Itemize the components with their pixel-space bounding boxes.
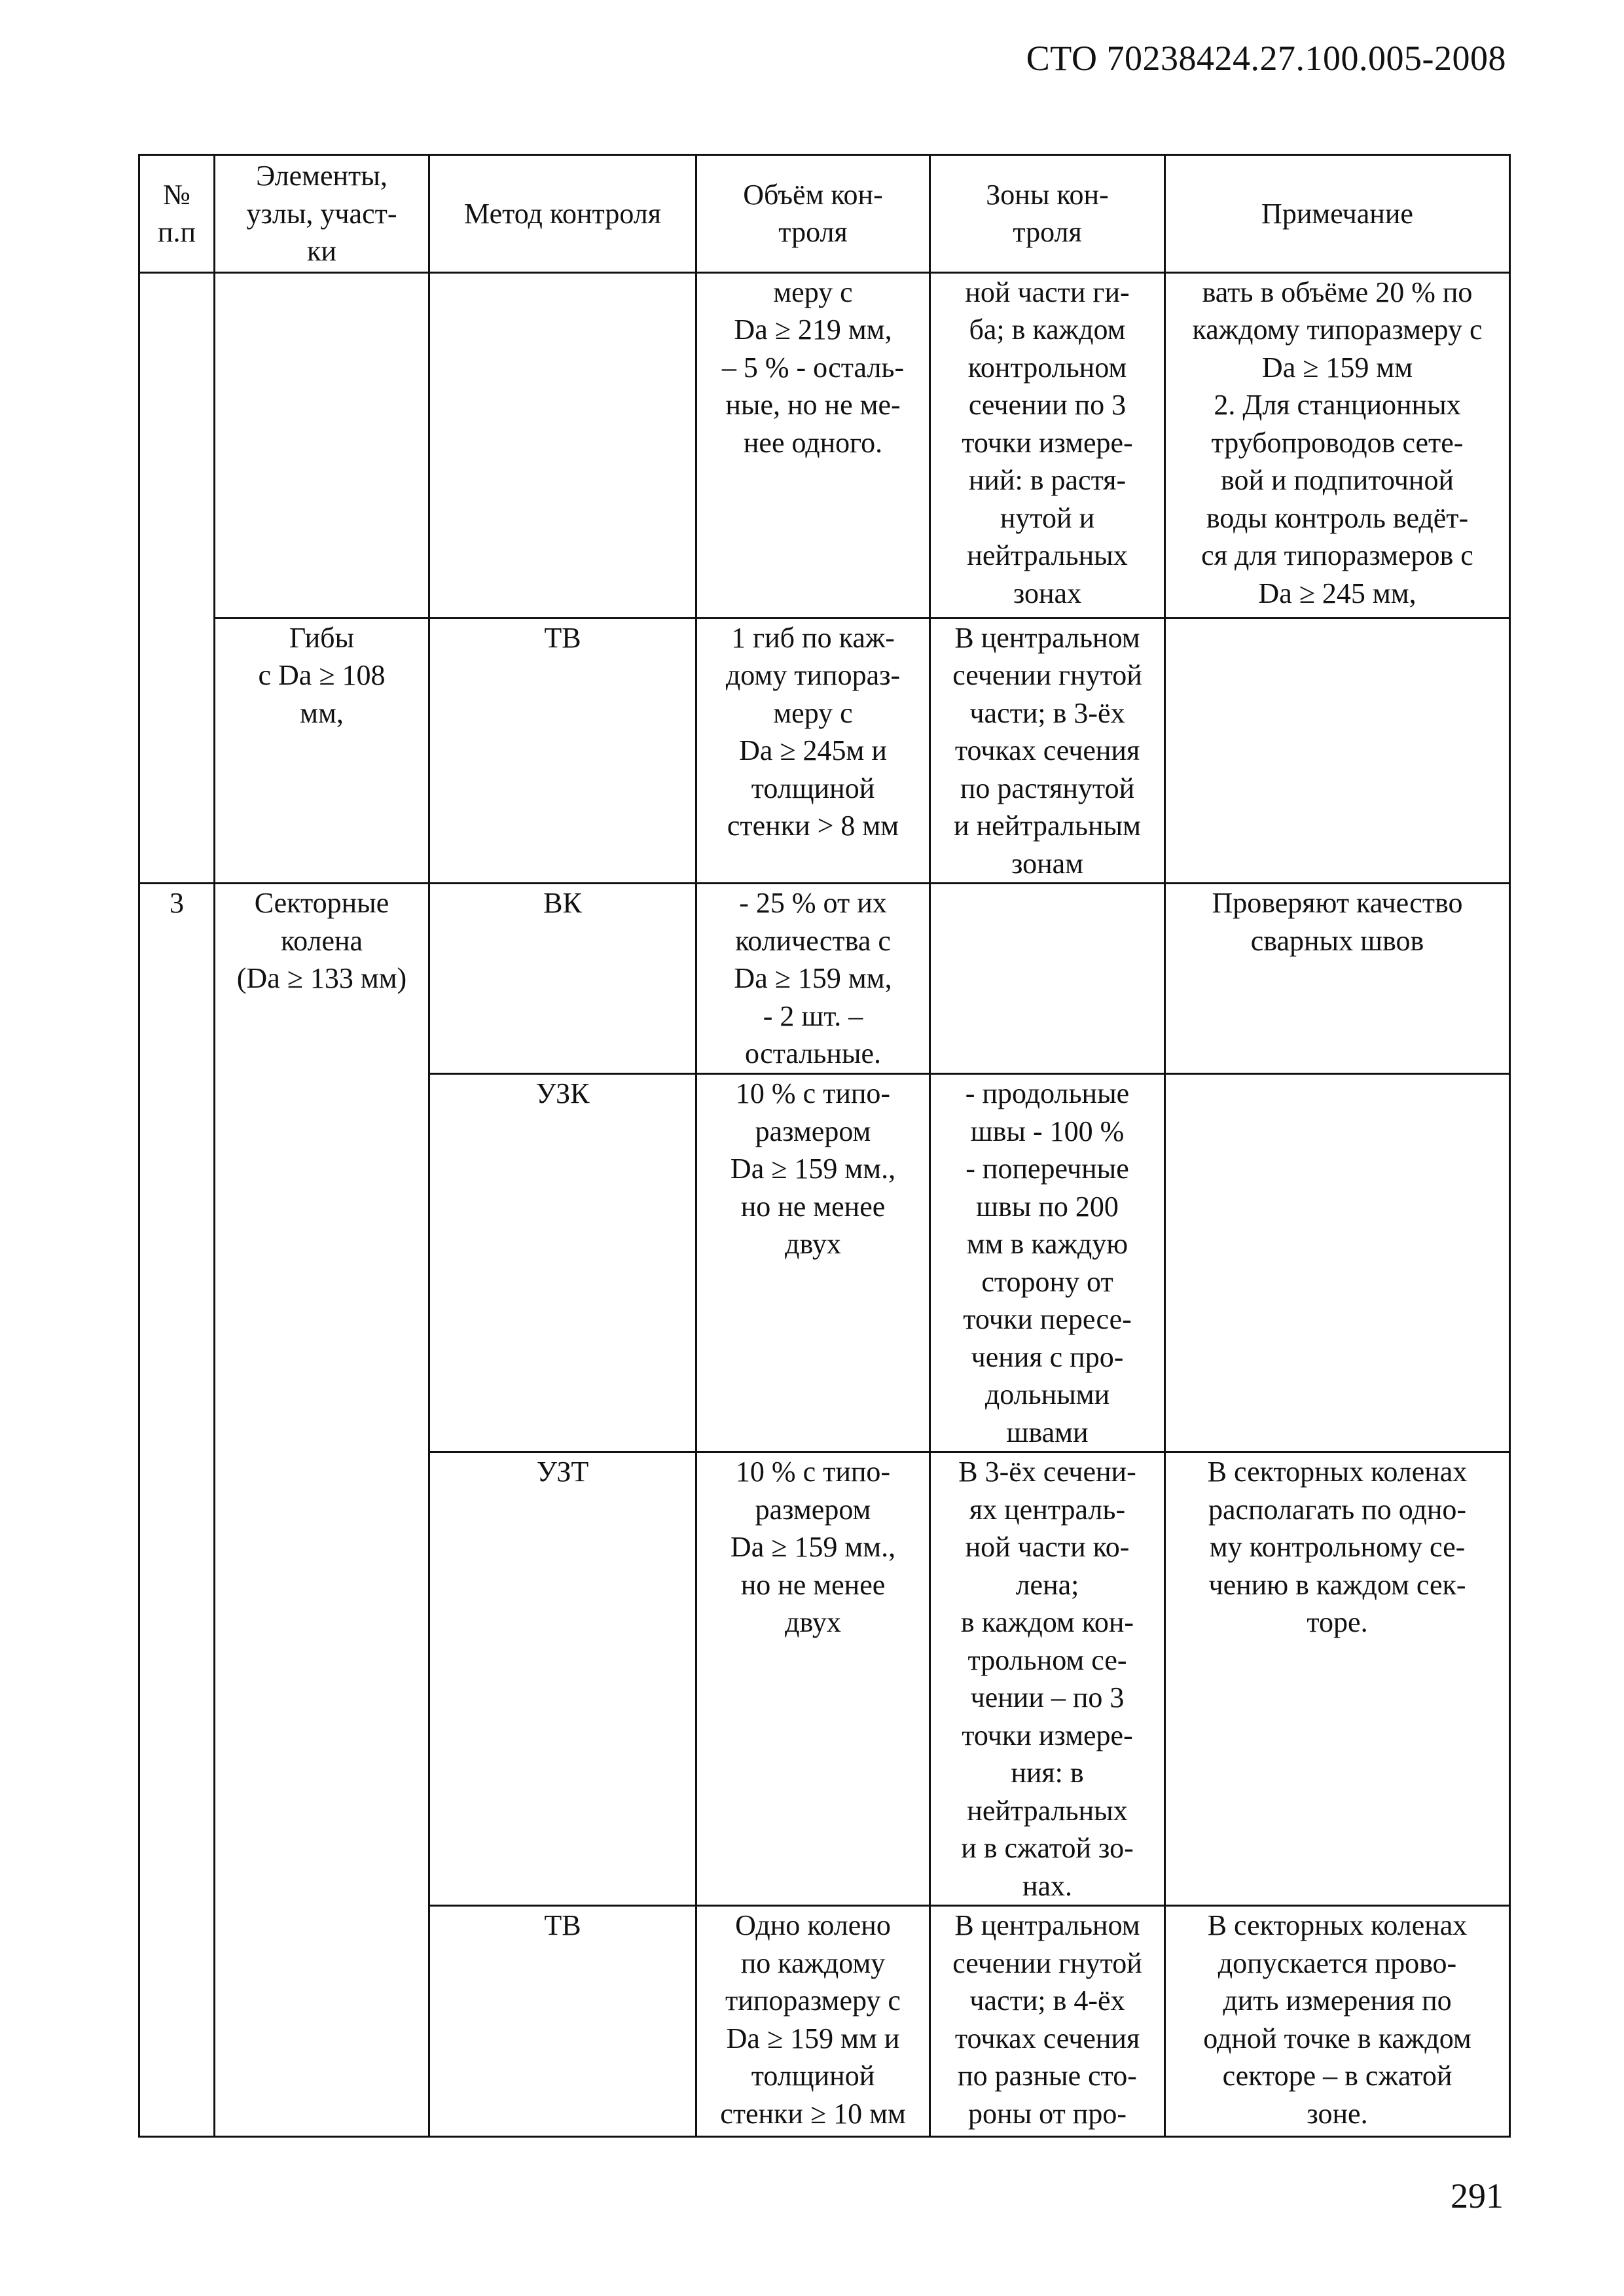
row-number-cell: 3 <box>139 884 215 2137</box>
method-cell <box>429 272 696 618</box>
method-cell: УЗТ <box>429 1452 696 1906</box>
zones-cell: - продольные швы - 100 % - поперечные швы по 200 мм в каждую сторону от точки пересе- чения с про- дольными швами <box>930 1074 1165 1452</box>
method-cell: ТВ <box>429 618 696 884</box>
volume-cell: Одно колено по каждому типоразмеру с Da ≥ 159 мм и толщиной стенки ≥ 10 мм <box>696 1906 930 2137</box>
column-header-number: № п.п <box>139 155 215 273</box>
volume-cell: 10 % с типо- размером Da ≥ 159 мм., но не менее двух <box>696 1452 930 1906</box>
element-cell: Гибы с Da ≥ 108 мм, <box>215 618 429 884</box>
note-cell: Проверяют качество сварных швов <box>1165 884 1510 1074</box>
table-row <box>139 272 1510 618</box>
table-header-row <box>139 155 1510 273</box>
element-cell <box>215 272 429 618</box>
method-cell: ВК <box>429 884 696 1074</box>
volume-cell: меру с Da ≥ 219 мм, – 5 % - осталь- ные, но не ме- нее одного. <box>696 272 930 618</box>
row-number-cell <box>139 272 215 884</box>
element-cell: Секторные колена (Da ≥ 133 мм) <box>215 884 429 2137</box>
column-header-method: Метод контроля <box>429 155 696 273</box>
page-number: 291 <box>1451 2176 1504 2215</box>
note-cell <box>1165 1074 1510 1452</box>
zones-cell: В центральном сечении гнутой части; в 3-ёх точках сечения по растянутой и нейтральным зонам <box>930 618 1165 884</box>
note-cell <box>1165 618 1510 884</box>
volume-cell: 1 гиб по каж- дому типораз- меру с Da ≥ 245м и толщиной стенки > 8 мм <box>696 618 930 884</box>
zones-cell: ной части ги- ба; в каждом контрольном сечении по 3 точки измере- ний: в растя- нутой и нейтральных зонах <box>930 272 1165 618</box>
method-cell: УЗК <box>429 1074 696 1452</box>
zones-cell <box>930 884 1165 1074</box>
column-header-elements: Элементы, узлы, участ- ки <box>215 155 429 273</box>
control-table <box>138 154 1511 2138</box>
note-cell: В секторных коленах располагать по одно- му контрольному се- чению в каждом сек- торе. <box>1165 1452 1510 1906</box>
method-cell: ТВ <box>429 1906 696 2137</box>
volume-cell: 10 % с типо- размером Da ≥ 159 мм., но не менее двух <box>696 1074 930 1452</box>
zones-cell: В 3-ёх сечени- ях централь- ной части ко- лена; в каждом кон- трольном се- чении – по 3 точки измере- ния: в нейтральных и в сжатой зо- нах. <box>930 1452 1165 1906</box>
column-header-zones: Зоны кон- троля <box>930 155 1165 273</box>
note-cell: вать в объёме 20 % по каждому типоразмеру с Da ≥ 159 мм 2. Для станционных трубопроводов сете- вой и подпиточной воды контроль ведёт- ся для типоразмеров с Da ≥ 245 мм, <box>1165 272 1510 618</box>
column-header-volume: Объём кон- троля <box>696 155 930 273</box>
note-cell: В секторных коленах допускается прово- дить измерения по одной точке в каждом секторе – в сжатой зоне. <box>1165 1906 1510 2137</box>
table-row <box>139 618 1510 884</box>
column-header-note: Примечание <box>1165 155 1510 273</box>
table-row <box>139 884 1510 1074</box>
zones-cell: В центральном сечении гнутой части; в 4-ёх точках сечения по разные сто- роны от про- <box>930 1906 1165 2137</box>
volume-cell: - 25 % от их количества с Da ≥ 159 мм, - 2 шт. – остальные. <box>696 884 930 1074</box>
document-code: СТО 70238424.27.100.005-2008 <box>1026 39 1506 78</box>
